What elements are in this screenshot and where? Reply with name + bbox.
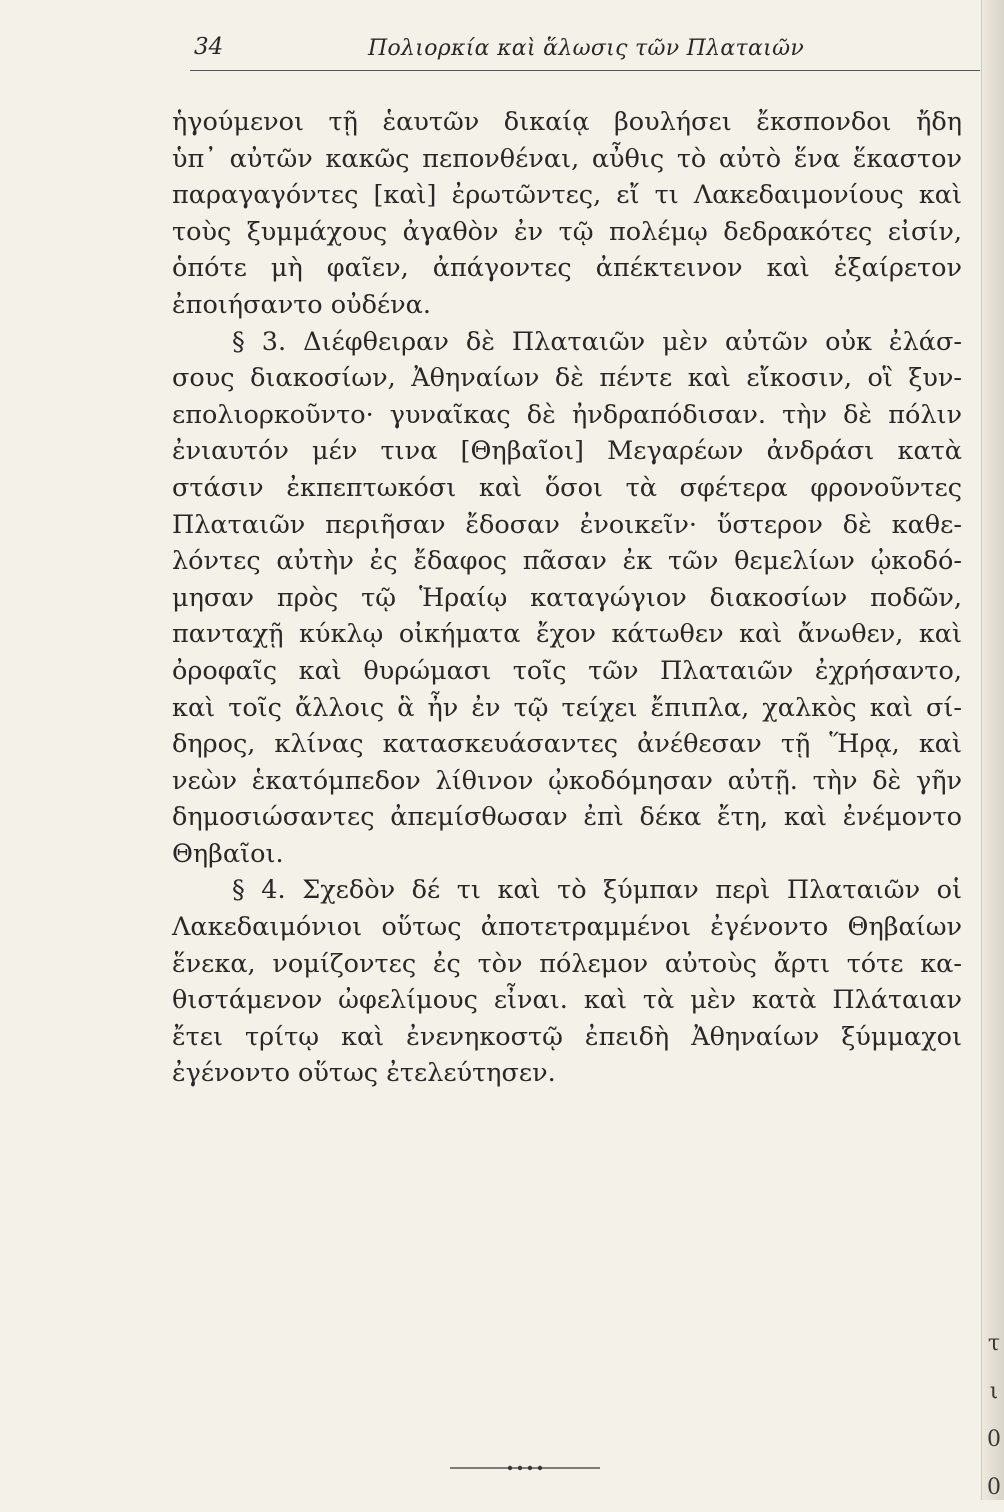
page-number: 34 xyxy=(194,34,224,60)
body-text xyxy=(172,104,962,1092)
end-ornament xyxy=(450,1462,600,1474)
text-line: ἐποιήσαντο οὐδένα. xyxy=(172,289,432,320)
running-title: Πολιορκία καὶ ἅλωσις τῶν Πλαταιῶν xyxy=(368,36,805,61)
edge-glyphs xyxy=(986,1320,1002,1512)
text-line: ὁπότε μὴ φαῖεν, ἀπάγοντες ἀπέκτεινον καὶ ἐξαίρετον xyxy=(172,253,962,284)
edge-glyph: τ xyxy=(987,1331,1001,1356)
text-line: Πλαταιῶν περιῆσαν ἔδοσαν ἐνοικεῖν· ὕστερον δὲ καθε- xyxy=(172,509,962,540)
text-line: ἔτει τρίτῳ καὶ ἐνενηκοστῷ ἐπειδὴ Ἀθηναίων ξύμμαχοι xyxy=(172,1021,962,1052)
text-line: ἐνιαυτόν μέν τινα [Θηβαῖοι] Μεγαρέων ἀνδράσι κατὰ xyxy=(172,436,962,467)
text-line: ὀροφαῖς καὶ θυρώμασι τοῖς τῶν Πλαταιῶν ἐχρήσαντο, xyxy=(172,655,962,686)
header-rule xyxy=(190,70,980,71)
text-line: θιστάμενον ὠφελίμους εἶναι. καὶ τὰ μὲν κατὰ Πλάταιαν xyxy=(172,985,962,1016)
text-line: στάσιν ἐκπεπτωκόσι καὶ ὅσοι τὰ σφέτερα φρονοῦντες xyxy=(172,472,962,503)
edge-glyph: 0 xyxy=(987,1427,1001,1452)
edge-glyph: 0 xyxy=(987,1475,1001,1500)
text-line: ἕνεκα, νομίζοντες ἐς τὸν πόλεμον αὐτοὺς ἄρτι τότε κα- xyxy=(172,948,962,979)
adjacent-page-edge xyxy=(981,0,1004,1500)
text-line: Λακεδαιμόνιοι οὕτως ἀποτετραμμένοι ἐγένοντο Θηβαίων xyxy=(172,912,962,943)
text-line: δηρος, κλίνας κατασκευάσαντες ἀνέθεσαν τῇ Ἥρᾳ, καὶ xyxy=(172,729,962,760)
text-line: καὶ τοῖς ἄλλοις ἃ ἦν ἐν τῷ τείχει ἔπιπλα, χαλκὸς καὶ σί- xyxy=(172,692,962,723)
text-line: τοὺς ξυμμάχους ἀγαθὸν ἐν τῷ πολέμῳ δεδρακότες εἰσίν, xyxy=(172,216,962,247)
section-heading-line: § 4. Σχεδὸν δέ τι καὶ τὸ ξύμπαν περὶ Πλαταιῶν οἱ xyxy=(232,875,962,906)
edge-glyph: ι xyxy=(989,1379,999,1404)
text-line: ἐγένοντο οὕτως ἐτελεύτησεν. xyxy=(172,1058,556,1089)
text-line: νεὼν ἑκατόμπεδον λίθινον ᾠκοδόμησαν αὐτῇ. τὴν δὲ γῆν xyxy=(172,765,962,796)
text-line: μησαν πρὸς τῷ Ἡραίῳ καταγώγιον διακοσίων ποδῶν, xyxy=(172,582,962,613)
text-line: δημοσιώσαντες ἀπεμίσθωσαν ἐπὶ δέκα ἔτη, καὶ ἐνέμοντο xyxy=(172,802,962,833)
text-line: λόντες αὐτὴν ἐς ἔδαφος πᾶσαν ἐκ τῶν θεμελίων ᾠκοδό- xyxy=(172,546,962,577)
text-line: πανταχῇ κύκλῳ οἰκήματα ἔχον κάτωθεν καὶ ἄνωθεν, καὶ xyxy=(172,619,962,650)
text-line: σους διακοσίων, Ἀθηναίων δὲ πέντε καὶ εἴκοσιν, οἳ ξυν- xyxy=(172,363,962,394)
text-line: ὑπ᾽ αὐτῶν κακῶς πεπονθέναι, αὖθις τὸ αὐτὸ ἕνα ἕκαστον xyxy=(172,143,962,174)
text-line: παραγαγόντες [καὶ] ἐρωτῶντες, εἴ τι Λακεδαιμονίους καὶ xyxy=(172,180,962,211)
text-line: Θηβαῖοι. xyxy=(172,838,284,869)
text-line: επολιορκοῦντο· γυναῖκας δὲ ἠνδραπόδισαν. τὴν δὲ πόλιν xyxy=(172,399,962,430)
text-line: ἡγούμενοι τῇ ἑαυτῶν δικαίᾳ βουλήσει ἔκσπονδοι ἤδη xyxy=(172,107,962,137)
page-header xyxy=(190,34,980,74)
section-heading-line: § 3. Διέφθειραν δὲ Πλαταιῶν μὲν αὐτῶν οὐκ ἐλάσ- xyxy=(232,326,962,357)
